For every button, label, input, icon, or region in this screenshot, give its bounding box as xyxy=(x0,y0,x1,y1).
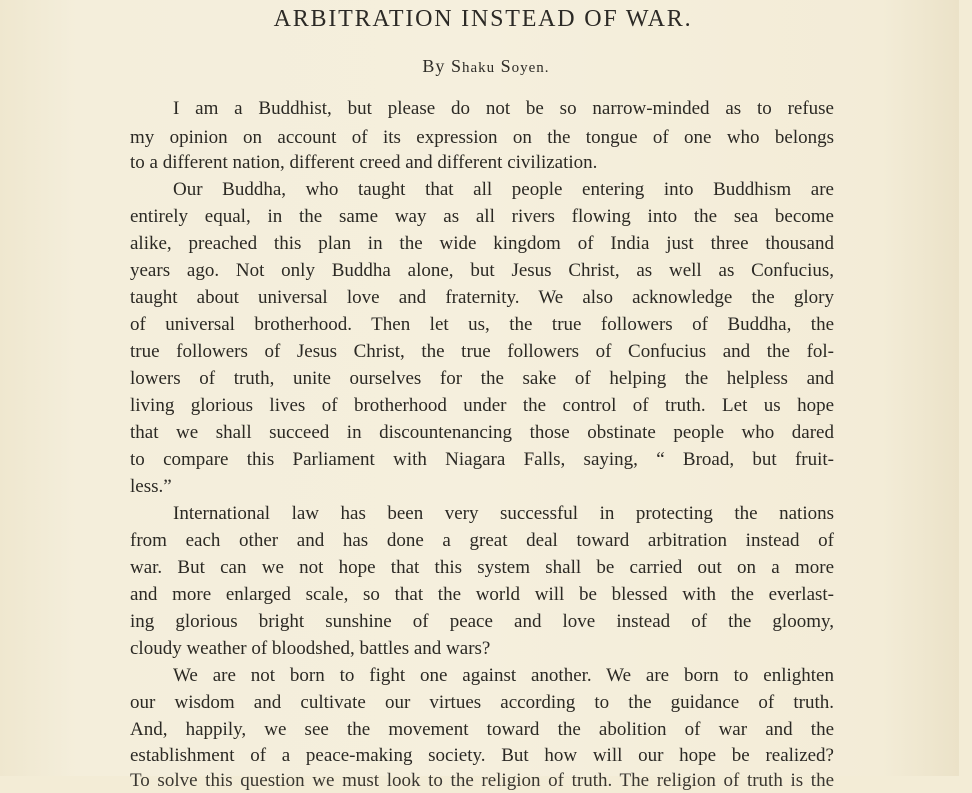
text-line: war. But can we not hope that this system shall be carried out on a more xyxy=(130,557,834,578)
byline-by: By xyxy=(422,56,446,76)
text-line: years ago. Not only Buddha alone, but Jesus Christ, as well as Confucius, xyxy=(130,260,834,281)
author-byline xyxy=(0,56,972,77)
text-line: taught about universal love and fraternity. We also acknowledge the glory xyxy=(130,287,834,308)
text-line: I am a Buddhist, but please do not be so narrow-minded as to refuse xyxy=(173,98,834,119)
text-line: entirely equal, in the same way as all rivers flowing into the sea become xyxy=(130,206,834,227)
text-line: less.” xyxy=(130,476,172,497)
text-line: And, happily, we see the movement toward the abolition of war and the xyxy=(130,719,834,740)
author-first-name xyxy=(451,56,495,76)
text-line: alike, preached this plan in the wide kingdom of India just three thousand xyxy=(130,233,834,254)
text-line: my opinion on account of its expression on the tongue of one who belongs xyxy=(130,127,834,148)
text-line-partial: To solve this question we must look to the religion of truth. The religion of truth is the xyxy=(130,770,834,791)
text-line: lowers of truth, unite ourselves for the sake of helping the helpless and xyxy=(130,368,834,389)
text-line: our wisdom and cultivate our virtues according to the guidance of truth. xyxy=(130,692,834,713)
text-line: and more enlarged scale, so that the world will be blessed with the everlast- xyxy=(130,584,834,605)
author-first-initial: S xyxy=(450,56,462,76)
text-line: living glorious lives of brotherhood under the control of truth. Let us hope xyxy=(130,395,834,416)
text-line: International law has been very successful in protecting the nations xyxy=(173,503,834,524)
author-last-name xyxy=(501,56,550,76)
text-line: to compare this Parliament with Niagara Falls, saying, “ Broad, but fruit- xyxy=(130,449,834,470)
text-line: establishment of a peace-making society. But how will our hope be realized? xyxy=(130,745,834,766)
text-line: Our Buddha, who taught that all people entering into Buddhism are xyxy=(173,179,834,200)
text-line: that we shall succeed in discountenancing those obstinate people who dared xyxy=(130,422,834,443)
text-line: We are not born to fight one against another. We are born to enlighten xyxy=(173,665,834,686)
text-line: ing glorious bright sunshine of peace and love instead of the gloomy, xyxy=(130,611,834,632)
article-title: ARBITRATION INSTEAD OF WAR. xyxy=(273,6,693,32)
text-line: of universal brotherhood. Then let us, the true followers of Buddha, the xyxy=(130,314,834,335)
author-first-rest: haku xyxy=(461,60,496,76)
text-line: true followers of Jesus Christ, the true followers of Confucius and the fol- xyxy=(130,341,834,362)
text-line: from each other and has done a great deal toward arbitration instead of xyxy=(130,530,834,551)
text-line: cloudy weather of bloodshed, battles and wars? xyxy=(130,638,491,659)
text-line: to a different nation, different creed and different civilization. xyxy=(130,152,598,173)
author-last-initial: S xyxy=(500,56,512,76)
author-last-rest: oyen. xyxy=(511,60,550,76)
